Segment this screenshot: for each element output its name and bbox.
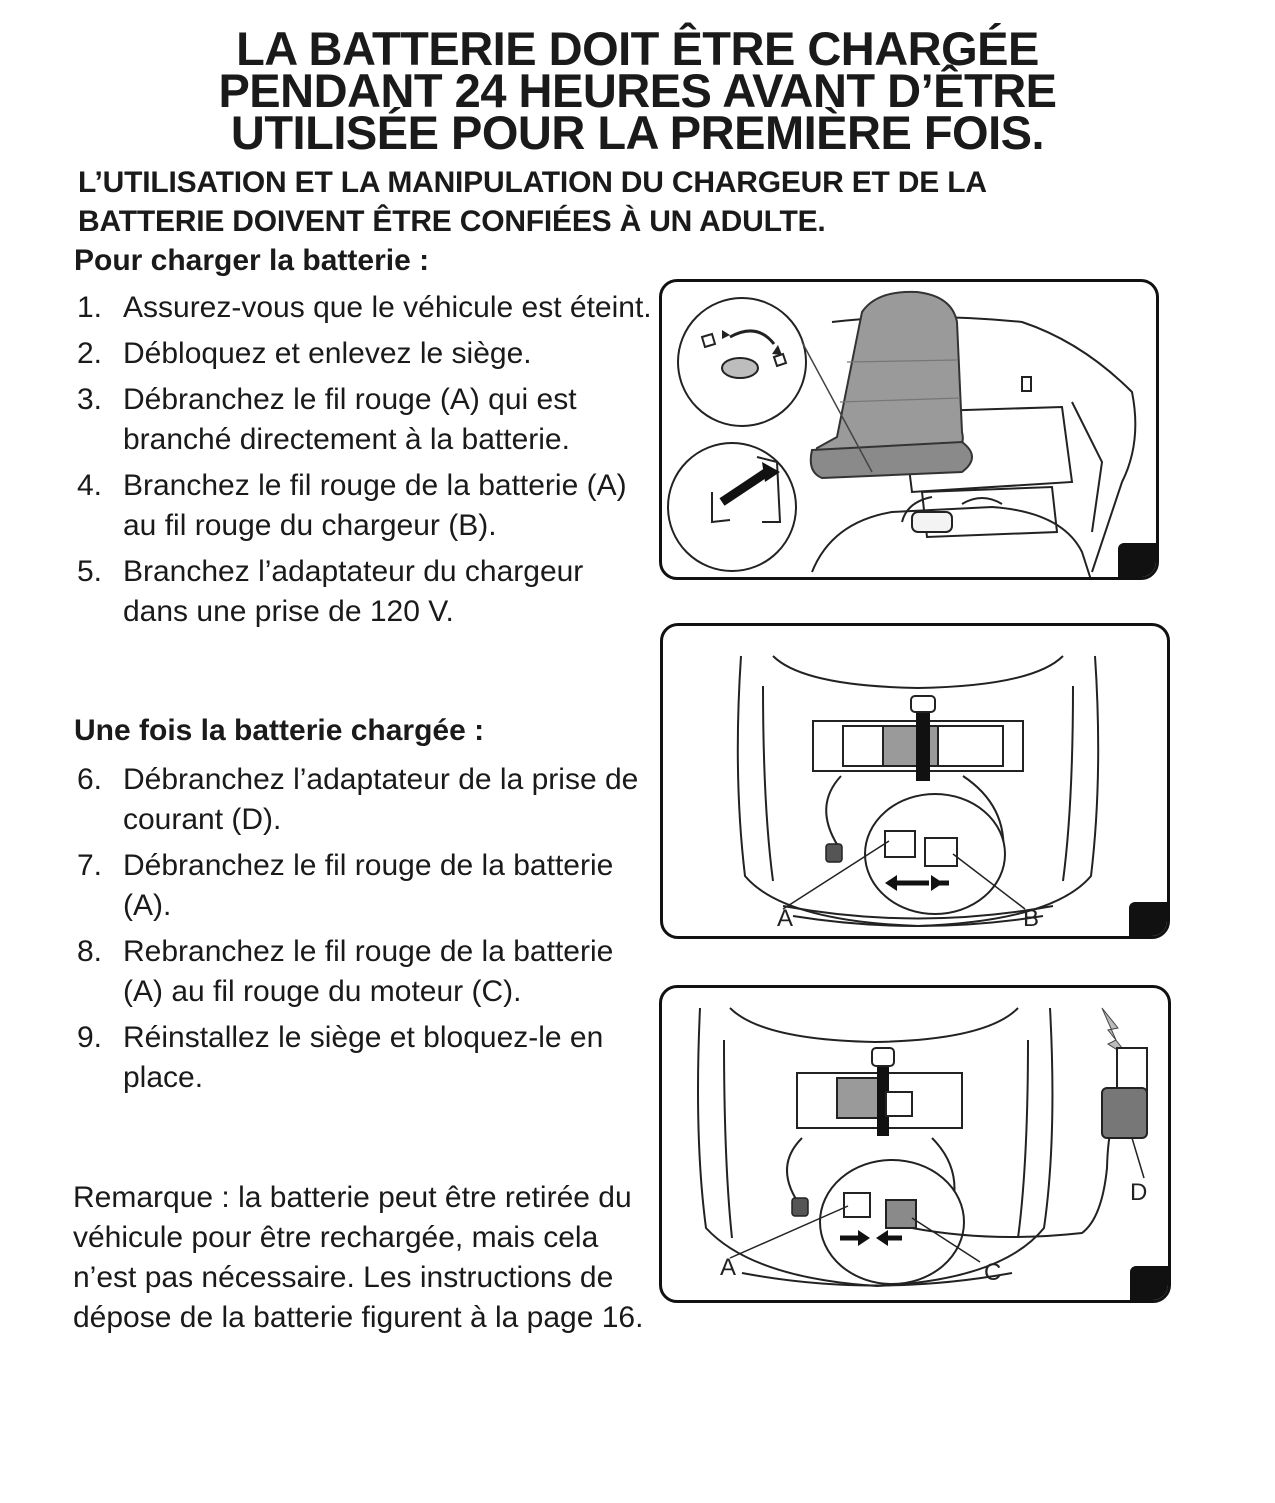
- step-text: Branchez le fil rouge de la batterie (A) au fil rouge du chargeur (B).: [123, 469, 627, 542]
- adult-warning: [78, 163, 1198, 241]
- charger-connection-illustration: [663, 626, 1170, 939]
- step-number: 4.: [77, 469, 103, 502]
- corner-tab: [1130, 1266, 1170, 1302]
- charge-steps-list: [74, 288, 654, 638]
- step-number: 8.: [77, 935, 103, 968]
- step-text: Débranchez le fil rouge de la batterie (A).: [123, 849, 614, 922]
- step-number: 3.: [77, 383, 103, 416]
- step-number: 5.: [77, 555, 103, 588]
- step-text: Débranchez l’adaptateur de la prise de courant (D).: [123, 763, 639, 836]
- adult-warning-line-1: L’UTILISATION ET LA MANIPULATION DU CHARGEUR ET DE LA: [78, 166, 987, 199]
- list-item: [74, 380, 654, 460]
- list-item: [74, 932, 654, 1012]
- step-text: Débloquez et enlevez le siège.: [123, 337, 532, 370]
- step-text: Branchez l’adaptateur du chargeur dans une prise de 120 V.: [123, 555, 584, 628]
- title-line-1: LA BATTERIE DOIT ÊTRE CHARGÉE: [236, 22, 1039, 75]
- charge-heading: Pour charger la batterie :: [74, 244, 430, 277]
- list-item: [74, 846, 654, 926]
- step-text: Rebranchez le fil rouge de la batterie (A) au fil rouge du moteur (C).: [123, 935, 614, 1008]
- adult-warning-line-2: BATTERIE DOIVENT ÊTRE CONFIÉES À UN ADULTE.: [78, 205, 826, 238]
- label-c: C: [984, 1259, 1002, 1286]
- corner-tab: [1118, 543, 1158, 579]
- label-a: A: [720, 1254, 737, 1281]
- label-d: D: [1130, 1179, 1148, 1206]
- list-item: [74, 334, 654, 374]
- motor-reconnect-illustration: [662, 988, 1171, 1303]
- figure-seat-removal: [659, 279, 1159, 580]
- step-text: Réinstallez le siège et bloquez-le en place.: [123, 1021, 604, 1094]
- corner-tab: [1129, 902, 1169, 938]
- title-line-2: PENDANT 24 HEURES AVANT D’ÊTRE: [218, 64, 1057, 117]
- label-a: A: [777, 905, 794, 932]
- step-number: 1.: [77, 291, 103, 324]
- figure-reconnect-motor: [659, 985, 1171, 1303]
- list-item: [74, 1018, 654, 1098]
- list-item: [74, 288, 654, 328]
- after-charge-heading: Une fois la batterie chargée :: [74, 714, 485, 747]
- step-number: 7.: [77, 849, 103, 882]
- list-item: [74, 552, 654, 632]
- list-item: [74, 466, 654, 546]
- step-text: Assurez-vous que le véhicule est éteint.: [123, 291, 652, 324]
- title-line-3: UTILISÉE POUR LA PREMIÈRE FOIS.: [230, 106, 1045, 159]
- page-title: [60, 22, 1215, 159]
- step-text: Débranchez le fil rouge (A) qui est branché directement à la batterie.: [123, 383, 577, 456]
- list-item: [74, 760, 654, 840]
- step-number: 2.: [77, 337, 103, 370]
- label-b: B: [1023, 905, 1040, 932]
- figure-connect-charger: [660, 623, 1170, 939]
- step-number: 6.: [77, 763, 103, 796]
- step-number: 9.: [77, 1021, 103, 1054]
- seat-illustration: [662, 282, 1159, 580]
- after-steps-list: [74, 760, 654, 1104]
- removal-note: Remarque : la batterie peut être retirée du véhicule pour être rechargée, mais cela n’est pas nécessaire. Les instructions de dépose de la batterie figurent à la page 16.: [73, 1181, 644, 1334]
